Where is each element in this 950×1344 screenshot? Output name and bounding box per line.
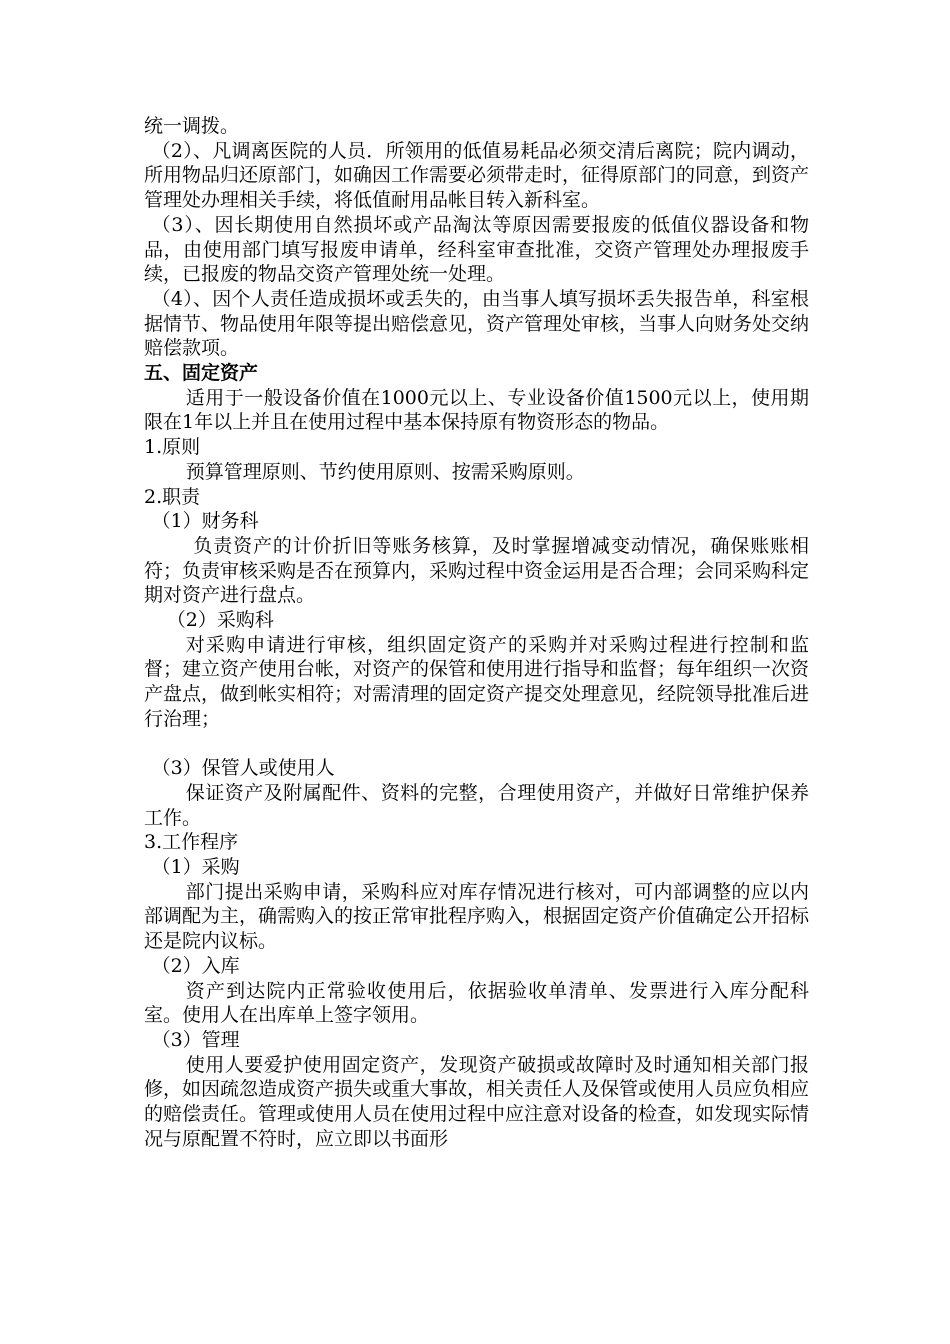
paragraph-custodian-duties: 保证资产及附属配件、资料的完整，合理使用资产，并做好日常维护保养工作。 xyxy=(144,781,809,829)
paragraph-item-2: （2）、凡调离医院的人员．所领用的低值易耗品必须交清后离院；院内调动，所用物品归还原部门，如确因工作需要必须带走时，征得原部门的同意，到资产管理处办理相关手续，将低值耐用品帐目转入新科室。 xyxy=(144,139,810,212)
paragraph-purchasing-duties: 对采购申请进行审核，组织固定资产的采购并对采购过程进行控制和监督；建立资产使用台帐，对资产的保管和使用进行指导和监督；每年组织一次资产盘点，做到帐实相符；对需清理的固定资产提交处理意见，经院领导批准后进行治理； xyxy=(144,633,810,730)
paragraph-warehousing: 资产到达院内正常验收使用后，依据验收单清单、发票进行入库分配科室。使用人在出库单上签字领用。 xyxy=(144,979,809,1027)
subheading-custodian: （3）保管人或使用人 xyxy=(151,757,335,780)
paragraph-finance-duties: 负责资产的计价折旧等账务核算，及时掌握增减变动情况，确保账账相符；负责审核采购是否在预算内，采购过程中资金运用是否合理；会同采购科定期对资产进行盘点。 xyxy=(144,534,810,607)
paragraph-procurement: 部门提出采购申请，采购科应对库存情况进行核对，可内部调整的应以内部调配为主，确需购入的按正常审批程序购入，根据固定资产价值确定公开招标还是院内议标。 xyxy=(144,880,810,953)
subheading-work-procedure: 3.工作程序 xyxy=(144,831,239,854)
subheading-duties: 2.职责 xyxy=(144,485,201,508)
subheading-purchasing-dept: （2）采购科 xyxy=(166,609,274,632)
paragraph-fixed-assets-scope: 适用于一般设备价值在1000元以上、专业设备价值1500元以上，使用期限在1年以上并且在使用过程中基本保持原有物资形态的物品。 xyxy=(144,386,809,434)
subheading-procurement: （1）采购 xyxy=(151,856,240,879)
paragraph-continuation: 统一调拨。 xyxy=(144,115,240,137)
subheading-management: （3）管理 xyxy=(151,1029,240,1051)
paragraph-management: 使用人要爱护使用固定资产，发现资产破损或故障时及时通知相关部门报修，如因疏忽造成资产损失或重大事故，相关责任人及保管或使用人员应负相应的赔偿责任。管理或使用人员在使用过程中应注意对设备的检查，如发现实际情况与原配置不符时，应立即以书面形 xyxy=(144,1053,810,1150)
paragraph-item-4: （4）、因个人责任造成损坏或丢失的，由当事人填写损坏丢失报告单，科室根据情节、物品使用年限等提出赔偿意见，资产管理处审核，当事人向财务处交纳赔偿款项。 xyxy=(144,287,810,360)
paragraph-principles: 预算管理原则、节约使用原则、按需采购原则。 xyxy=(185,460,585,483)
subheading-warehousing: （2）入库 xyxy=(151,954,240,977)
subheading-principles: 1.原则 xyxy=(144,436,201,459)
blank-line xyxy=(144,732,809,757)
paragraph-item-3: （3）、因长期使用自然损坏或产品淘汰等原因需要报废的低值仪器设备和物品，由使用部门填写报废申请单，经科室审查批准，交资产管理处办理报废手续，已报废的物品交资产管理处统一处理。 xyxy=(144,213,809,286)
subheading-finance-dept: （1）财务科 xyxy=(151,510,259,533)
document-page xyxy=(144,114,809,1152)
section-heading-fixed-assets: 五、固定资产 xyxy=(144,362,259,385)
